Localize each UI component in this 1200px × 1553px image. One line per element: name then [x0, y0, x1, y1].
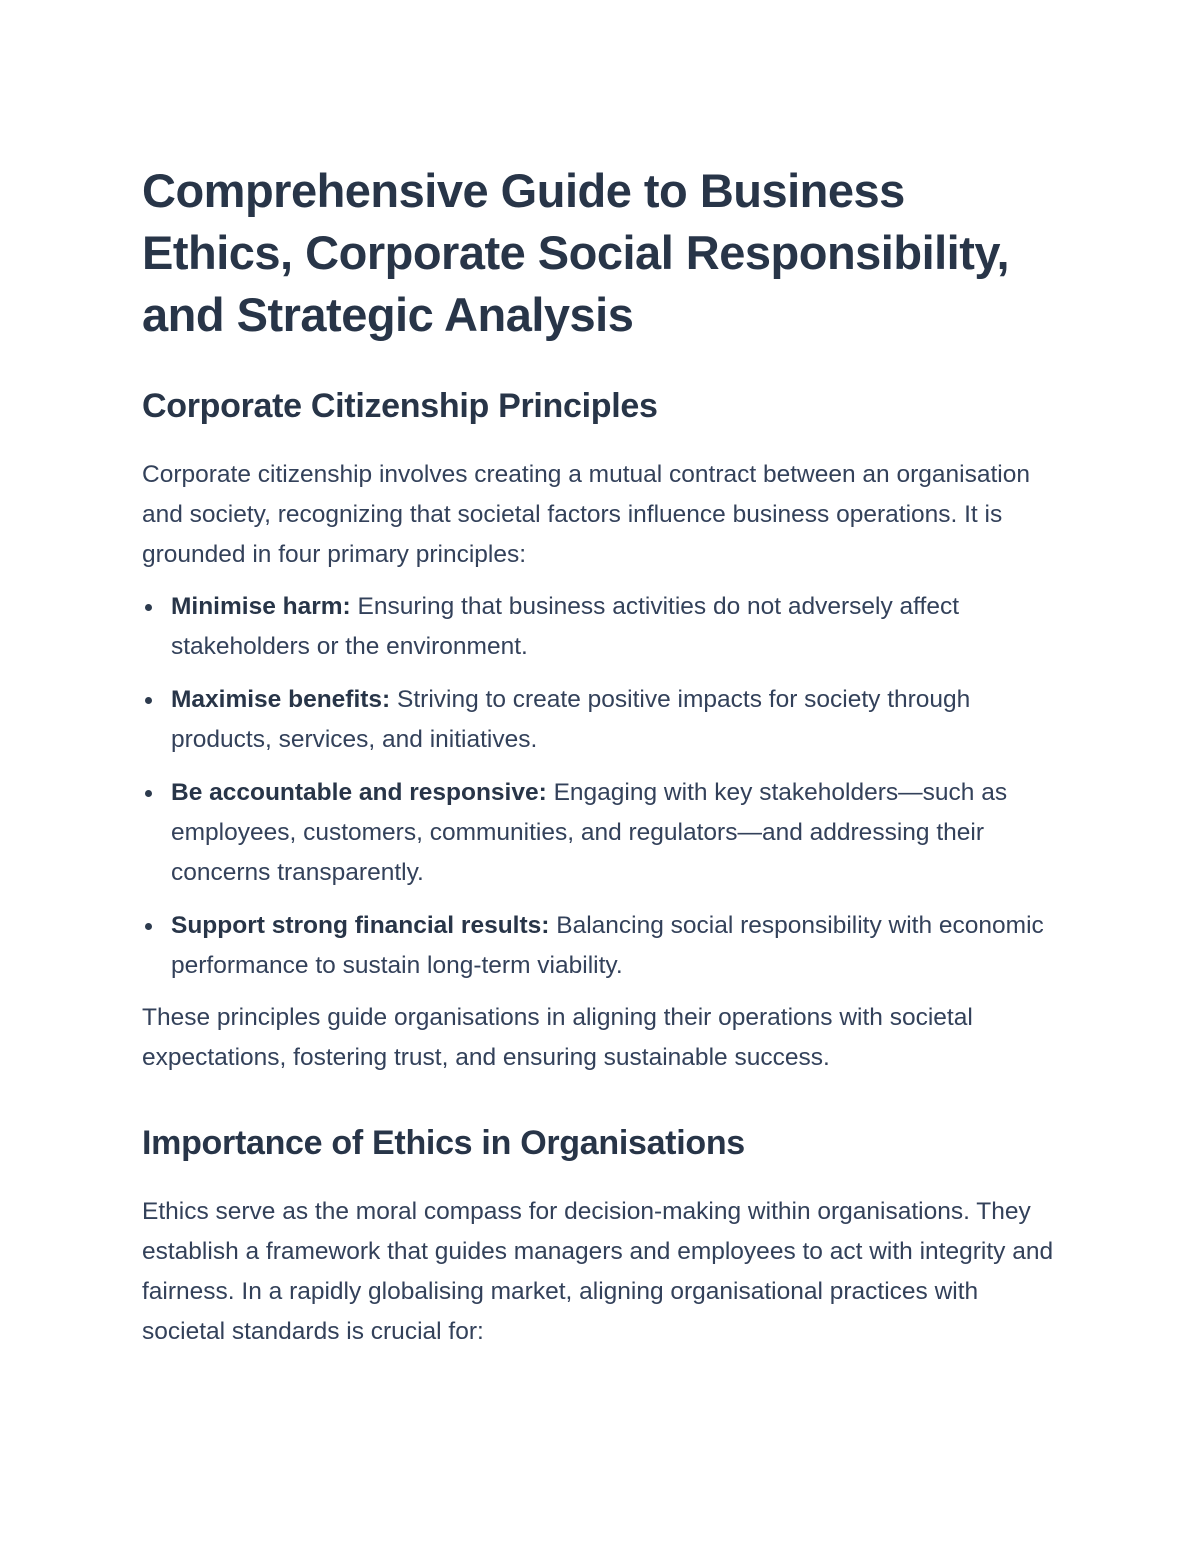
principle-term: Minimise harm:	[171, 593, 351, 620]
section-heading-corporate-citizenship: Corporate Citizenship Principles	[142, 387, 658, 425]
principle-description: Ensuring that business activities do not adversely affect stakeholders or the environment.	[171, 593, 960, 660]
principle-description: Balancing social responsibility with economic performance to sustain long-term viability.	[171, 912, 1044, 979]
section-heading-ethics-importance: Importance of Ethics in Organisations	[142, 1124, 745, 1162]
list-item	[142, 680, 1062, 760]
bullet-icon	[145, 604, 152, 611]
bullet-icon	[145, 697, 152, 704]
list-item	[142, 587, 1062, 667]
section-intro-paragraph: Ethics serve as the moral compass for decision-making within organisations. They establish a framework that guides managers and employees to act with integrity and fairness. In a rapidly globalising market, aligning organisational practices with societal standards is crucial for:	[142, 1198, 1054, 1345]
principle-term: Support strong financial results:	[171, 912, 550, 939]
document-page	[142, 160, 1062, 1352]
section-intro-paragraph: Corporate citizenship involves creating a mutual contract between an organisation and society, recognizing that societal factors influence business operations. It is grounded in four primary principles:	[142, 461, 1030, 568]
principle-term: Maximise benefits:	[171, 686, 391, 713]
bullet-icon	[145, 790, 152, 797]
principles-list	[142, 587, 1062, 986]
principle-description: Engaging with key stakeholders—such as employees, customers, communities, and regulators—and addressing their concerns transparently.	[171, 779, 1008, 886]
principle-description: Striving to create positive impacts for society through products, services, and initiatives.	[171, 686, 971, 753]
bullet-icon	[145, 923, 152, 930]
list-item	[142, 773, 1062, 893]
document-title: Comprehensive Guide to Business Ethics, Corporate Social Responsibility, and Strategic Analysis	[142, 164, 1010, 341]
section-closing-paragraph: These principles guide organisations in aligning their operations with societal expectations, fostering trust, and ensuring sustainable success.	[142, 1004, 973, 1071]
list-item	[142, 906, 1062, 986]
principle-term: Be accountable and responsive:	[171, 779, 547, 806]
